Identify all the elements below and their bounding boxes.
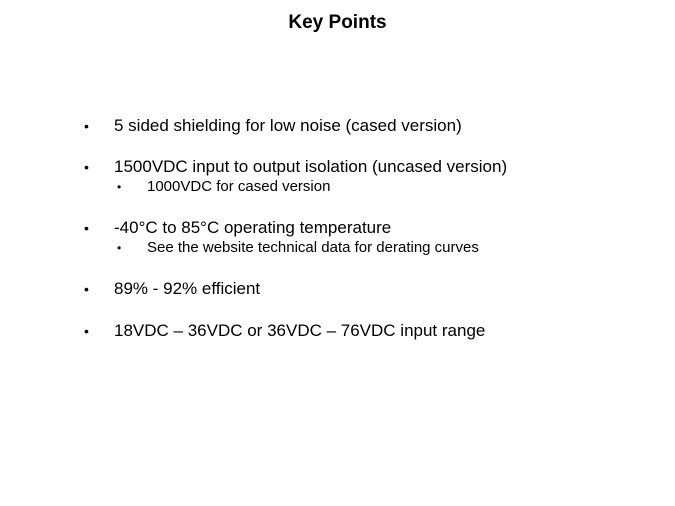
bullet-item	[84, 279, 260, 299]
bullet-text: -40°C to 85°C operating temperature	[114, 218, 392, 237]
bullet-text: 1500VDC input to output isolation (uncased version)	[114, 157, 508, 176]
bullet-marker: •	[84, 159, 89, 175]
bullet-marker: •	[84, 220, 89, 236]
sub-bullet-text: See the website technical data for derating curves	[147, 239, 479, 256]
bullet-marker: •	[84, 281, 89, 297]
bullet-item	[84, 116, 462, 136]
bullet-marker: •	[84, 118, 89, 134]
bullet-text: 18VDC – 36VDC or 36VDC – 76VDC input range	[114, 321, 486, 340]
bullet-item	[84, 218, 391, 238]
slide-title: Key Points	[288, 12, 387, 33]
bullet-text: 89% - 92% efficient	[114, 279, 261, 298]
sub-bullet-item	[117, 239, 479, 257]
bullet-item	[84, 321, 485, 341]
bullet-text: 5 sided shielding for low noise (cased version)	[114, 116, 462, 135]
bullet-item	[84, 157, 507, 177]
bullet-marker: •	[84, 323, 89, 339]
sub-bullet-text: 1000VDC for cased version	[147, 178, 331, 195]
sub-bullet-item	[117, 178, 330, 196]
sub-bullet-marker: •	[117, 241, 122, 255]
sub-bullet-marker: •	[117, 180, 122, 194]
